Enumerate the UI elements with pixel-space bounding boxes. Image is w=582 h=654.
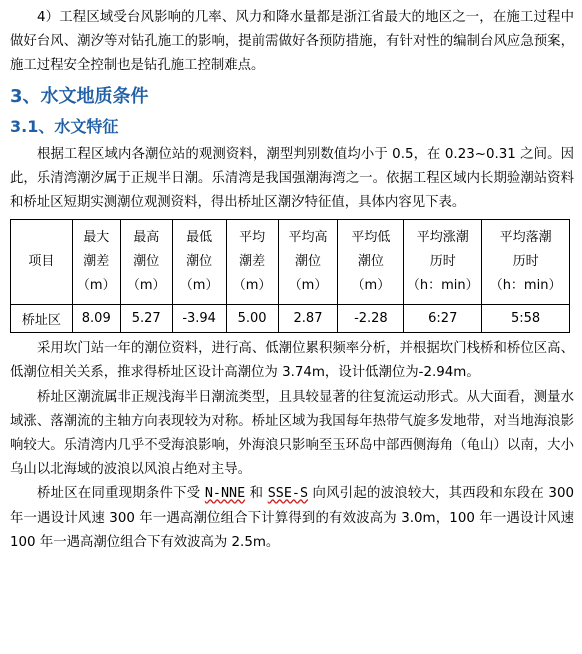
- table-header-cell: 平均 潮差 （m）: [226, 220, 278, 305]
- table-cell: 2.87: [278, 305, 338, 333]
- wave-text-start: 桥址区在同重现期条件下受: [37, 486, 205, 502]
- table-header-cell: 平均涨潮 历时 （h：min）: [404, 220, 482, 305]
- tide-characteristics-table: [10, 219, 570, 333]
- tidal-current-paragraph: 桥址区潮流属非正规浅海半日潮流类型，且具较显著的往复流运动形式。从大面看，测量水域涨、落潮流的主轴方向表现较为对称。桥址区域为我国每年热带气旋多发地带，对当地海浪影响较大。乐清湾内几乎不受海浪影响，外海浪只影响至玉环岛中部西侧海角（龟山）以南，大小乌山以北海域的波浪以风浪占绝对主导。: [10, 389, 574, 478]
- wind-direction-term: N-NNE: [204, 486, 246, 502]
- wave-text-end: 向风引起的波浪较大，其西段和东段在 300 年一遇设计风速 300 年一遇高潮位组合下计算得到的有效波高为 3.0m，100 年一遇设计风速 100 年一遇高潮位组合下有效波高为 2.5m。: [10, 486, 574, 550]
- intro-paragraph: 4）工程区域受台风影响的几率、风力和降水量都是浙江省最大的地区之一，在施工过程中做好台风、潮汐等对钻孔施工的影响，提前需做好各预防措施，有针对性的编制台风应急预案，施工过程安全控制也是钻孔施工控制难点。: [10, 10, 574, 74]
- table-cell: 5:58: [482, 305, 570, 333]
- table-header-cell: 最高 潮位 （m）: [120, 220, 172, 305]
- table-cell: 5.00: [226, 305, 278, 333]
- table-cell: -3.94: [172, 305, 226, 333]
- wind-direction-term: SSE-S: [267, 486, 309, 502]
- wave-text-conjunction: 和: [245, 486, 268, 502]
- tide-type-paragraph: 根据工程区域内各潮位站的观测资料，潮型判别数值均小于 0.5，在 0.23~0.31 之间。因此，乐清湾潮汐属于正规半日潮。乐清湾是我国强潮海湾之一。依据工程区域内长期验潮站资料和桥址区短期实测潮位观测资料，得出桥址区潮汐特征值，具体内容见下表。: [10, 146, 574, 211]
- section-heading: 3、水文地质条件: [10, 85, 149, 107]
- table-header-cell: 最低 潮位 （m）: [172, 220, 226, 305]
- table-cell: 8.09: [72, 305, 120, 333]
- table-header-cell: 平均低 潮位 （m）: [338, 220, 404, 305]
- table-header-cell: 最大 潮差 （m）: [72, 220, 120, 305]
- table-cell: 6:27: [404, 305, 482, 333]
- table-header-cell: 平均落潮 历时 （h：min）: [482, 220, 570, 305]
- table-cell: -2.28: [338, 305, 404, 333]
- table-header-cell: 项目: [11, 220, 73, 305]
- wave-paragraph: [10, 482, 574, 555]
- table-header-row: [11, 220, 570, 305]
- design-tide-paragraph: 采用坎门站一年的潮位资料，进行高、低潮位累积频率分析，并根据坎门栈桥和桥位区高、低潮位相关关系，推求得桥址区设计高潮位为 3.74m，设计低潮位为-2.94m。: [10, 341, 574, 381]
- table-cell: 桥址区: [11, 305, 73, 333]
- subsection-heading: 3.1、水文特征: [10, 116, 119, 136]
- table-header-cell: 平均高 潮位 （m）: [278, 220, 338, 305]
- table-row: [11, 305, 570, 333]
- table-cell: 5.27: [120, 305, 172, 333]
